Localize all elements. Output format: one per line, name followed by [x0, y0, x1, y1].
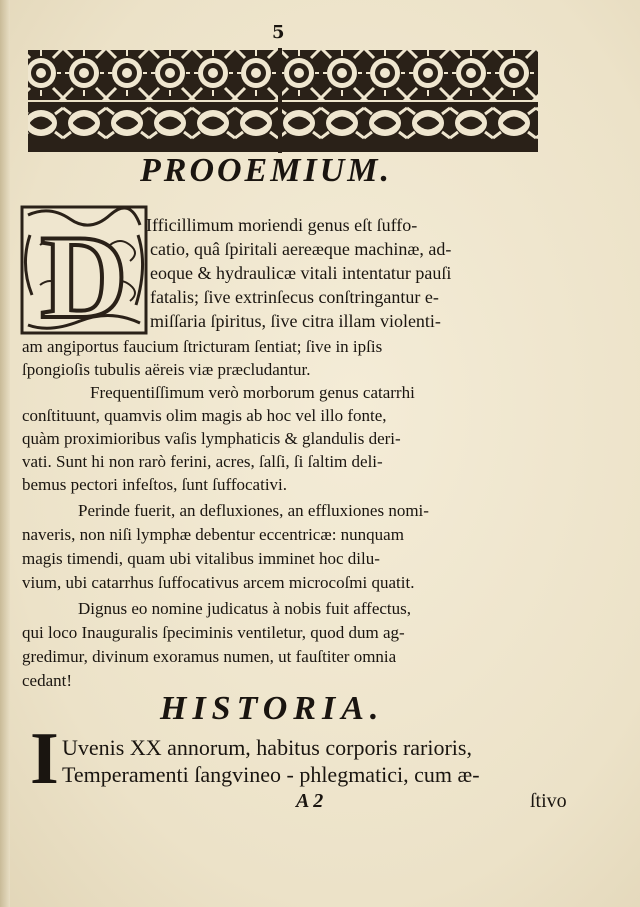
- section-line-1: Uvenis XX annorum, habitus corporis rarioris,: [62, 735, 472, 760]
- section-heading-historia: HISTORIA.: [160, 690, 385, 727]
- body-line-12: Dignus eo nomine judicatus à nobis fuit affectus,: [78, 599, 412, 618]
- intro-line-4: fatalis; ſive extrinſecus conſtringantur e-: [150, 287, 439, 307]
- body-line-11: vium, ubi catarrhus ſuffocativus arcem microcoſmi quatit.: [22, 573, 415, 592]
- body-line-4: conſtituunt, quamvis olim magis ab hoc vel illo fonte,: [22, 406, 387, 425]
- body-line-13: qui loco Inauguralis ſpeciminis ventiletur, quod dum ag-: [22, 623, 405, 642]
- intro-line-5: miſſaria ſpiritus, ſive citra illam violenti-: [150, 311, 441, 331]
- body-line-8: Perinde fuerit, an defluxiones, an effluxiones nomi-: [78, 501, 429, 520]
- headpiece-ornament: [20, 48, 540, 153]
- intro-line-2: catio, quâ ſpiritali aereæque machinæ, ad-: [150, 239, 452, 259]
- body-line-9: naveris, non niſi lymphæ debentur eccentricæ: nunquam: [22, 525, 404, 544]
- body-line-6: vati. Sunt hi non rarò ferini, acres, ſalſi, ſi ſaltim deli-: [22, 452, 383, 471]
- page-gutter: [0, 0, 10, 907]
- title-prooemium: PROOEMIUM.: [140, 152, 392, 189]
- body-line-5: quàm proximioribus vaſis lymphaticis & glandulis deri-: [22, 429, 401, 448]
- body-line-1: am angiportus faucium ſtricturam ſentiat; ſive in ipſis: [22, 337, 383, 356]
- body-line-10: magis timendi, quam ubi vitalibus imminet hoc dilu-: [22, 549, 380, 568]
- page-number: 5: [272, 22, 285, 43]
- signature-mark: A 2: [296, 790, 324, 812]
- section-initial: I: [30, 718, 59, 800]
- decorated-initial: [20, 205, 148, 335]
- body-line-14: gredimur, divinum exoramus numen, ut fauſtiter omnia: [22, 647, 397, 666]
- body-line-3: Frequentiſſimum verò morborum genus catarrhi: [90, 383, 415, 402]
- catchword: ſtivo: [530, 790, 567, 812]
- section-line-2: Temperamenti ſangvineo - phlegmatici, cum æ-: [62, 762, 480, 787]
- body-line-15: cedant!: [22, 671, 73, 690]
- intro-line-3: eoque & hydraulicæ vitali intentatur pauſi: [150, 263, 452, 283]
- drop-cap-letter: D: [40, 210, 128, 335]
- body-line-2: ſpongioſis tubulis aëreis viæ præcludantur.: [22, 360, 311, 379]
- body-line-7: bemus pectori infeſtos, ſunt ſuffocativi.: [22, 475, 288, 494]
- intro-line-1: Ifficillimum moriendi genus eſt ſuffo-: [146, 215, 418, 235]
